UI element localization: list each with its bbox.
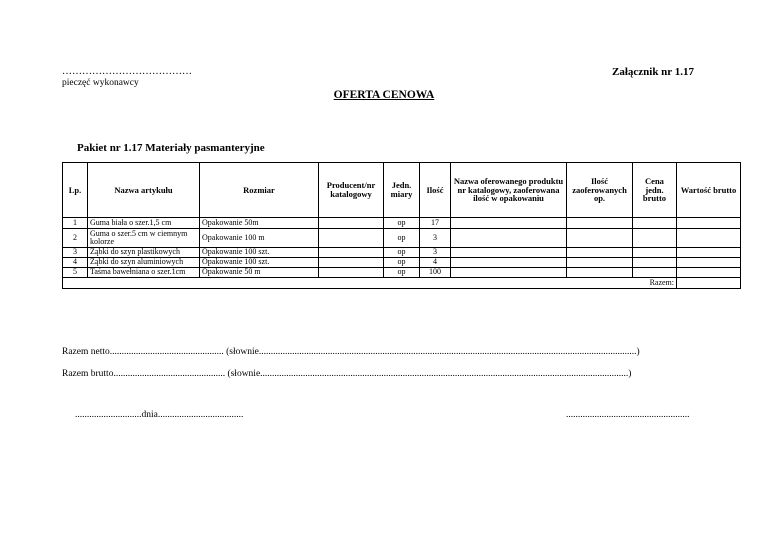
cell-producer[interactable] [319,258,384,268]
cell-unit: op [384,258,420,268]
cell-unit-price[interactable] [633,268,677,278]
cell-lp: 2 [63,229,88,248]
cell-unit-price[interactable] [633,258,677,268]
header-total: Wartość brutto [677,163,741,218]
header-name: Nazwa artykułu [88,163,200,218]
table-header-row [63,163,741,218]
header-producer: Producent/nr katalogowy [319,163,384,218]
cell-qty: 3 [420,248,451,258]
cell-offered-qty[interactable] [567,229,633,248]
total-netto-line: Razem netto................................................ (słownie...............................................................................................................................................................) [62,347,640,357]
header-unit: Jedn. miary [384,163,420,218]
page-title: OFERTA CENOWA [333,89,435,101]
cell-name: Ząbki do szyn aluminiowych [88,258,200,268]
cell-total[interactable] [677,268,741,278]
date-line: ............................dnia.................................... [75,410,244,420]
cell-total[interactable] [677,229,741,248]
cell-size: Opakowanie 100 szt. [200,248,319,258]
header-lp: Lp. [63,163,88,218]
cell-name: Guma o szer.5 cm w ciemnym kolorze [88,229,200,248]
cell-offered-qty[interactable] [567,218,633,229]
cell-lp: 3 [63,248,88,258]
cell-unit: op [384,218,420,229]
cell-producer[interactable] [319,268,384,278]
cell-size: Opakowanie 50 m [200,268,319,278]
header-unit-price: Cena jedn. brutto [633,163,677,218]
header-qty: Ilość [420,163,451,218]
cell-offered-name[interactable] [451,258,567,268]
table-row [63,218,741,229]
cell-offered-name[interactable] [451,268,567,278]
cell-unit-price[interactable] [633,218,677,229]
cell-unit: op [384,248,420,258]
cell-producer[interactable] [319,218,384,229]
cell-total[interactable] [677,248,741,258]
total-brutto-line: Razem brutto............................................... (słownie...........................................................................................................................................................) [62,369,632,379]
cell-unit: op [384,229,420,248]
table-row [63,229,741,248]
table-row [63,268,741,278]
cell-size: Opakowanie 50m [200,218,319,229]
cell-producer[interactable] [319,229,384,248]
header-size: Rozmiar [200,163,319,218]
package-title: Pakiet nr 1.17 Materiały pasmanteryjne [77,142,265,154]
offer-table [62,162,741,289]
cell-qty: 17 [420,218,451,229]
cell-total[interactable] [677,258,741,268]
sum-value[interactable] [677,278,741,289]
stamp-label: pieczęć wykonawcy [62,78,139,88]
signature-line: .................................................... [566,410,690,420]
cell-offered-qty[interactable] [567,258,633,268]
cell-unit-price[interactable] [633,229,677,248]
annex-number: Załącznik nr 1.17 [611,66,694,78]
cell-qty: 4 [420,258,451,268]
stamp-dots: ………………………………… [62,66,192,77]
cell-lp: 4 [63,258,88,268]
sum-label: Razem: [63,278,677,289]
cell-offered-name[interactable] [451,248,567,258]
cell-name: Taśma bawełniana o szer.1cm [88,268,200,278]
cell-name: Ząbki do szyn plastikowych [88,248,200,258]
cell-producer[interactable] [319,248,384,258]
cell-lp: 1 [63,218,88,229]
cell-offered-name[interactable] [451,218,567,229]
cell-offered-name[interactable] [451,229,567,248]
cell-total[interactable] [677,218,741,229]
cell-unit-price[interactable] [633,248,677,258]
cell-unit: op [384,268,420,278]
table-row [63,248,741,258]
cell-offered-qty[interactable] [567,248,633,258]
cell-size: Opakowanie 100 m [200,229,319,248]
header-offered-qty: Ilość zaoferowanych op. [567,163,633,218]
cell-name: Guma biała o szer.1,5 cm [88,218,200,229]
cell-lp: 5 [63,268,88,278]
sum-row [63,278,741,289]
header-offered-name: Nazwa oferowanego produktu nr katalogowy, zaoferowana ilość w opakowaniu [451,163,567,218]
cell-size: Opakowanie 100 szt. [200,258,319,268]
table-row [63,258,741,268]
cell-qty: 3 [420,229,451,248]
cell-qty: 100 [420,268,451,278]
cell-offered-qty[interactable] [567,268,633,278]
